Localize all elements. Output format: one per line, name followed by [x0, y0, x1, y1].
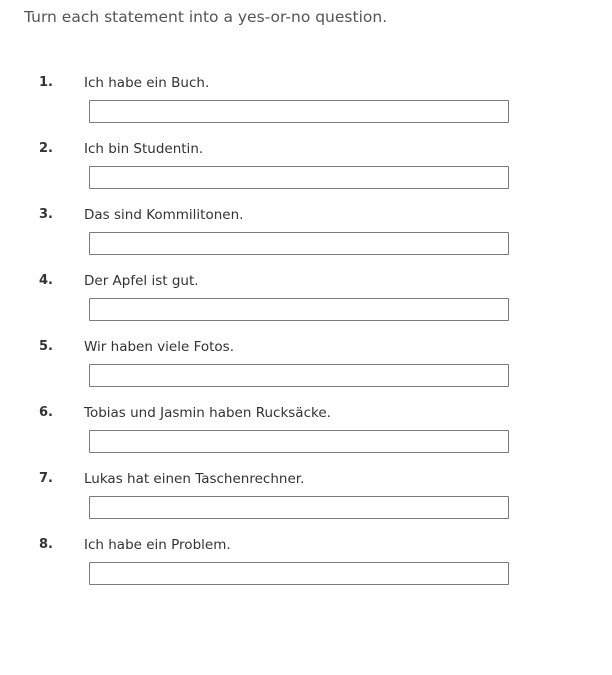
answer-input-1[interactable] — [89, 100, 509, 123]
item-number: 5. — [39, 339, 53, 354]
answer-input-4[interactable] — [89, 298, 509, 321]
instructions-text: Turn each statement into a yes-or-no question. — [24, 8, 388, 26]
answer-input-6[interactable] — [89, 430, 509, 453]
item-prompt: Lukas hat einen Taschenrechner. — [84, 471, 305, 487]
item-number: 2. — [39, 141, 53, 156]
item-number: 7. — [39, 471, 53, 486]
answer-input-2[interactable] — [89, 166, 509, 189]
item-prompt: Wir haben viele Fotos. — [84, 339, 235, 355]
item-number: 8. — [39, 537, 53, 552]
answer-input-5[interactable] — [89, 364, 509, 387]
item-prompt: Ich bin Studentin. — [84, 141, 204, 157]
answer-input-8[interactable] — [89, 562, 509, 585]
item-number: 1. — [39, 75, 53, 90]
exercise-item-2 — [0, 141, 612, 201]
item-prompt: Tobias und Jasmin haben Rucksäcke. — [84, 405, 331, 421]
exercise-item-6 — [0, 405, 612, 465]
item-number: 4. — [39, 273, 53, 288]
exercise-item-4 — [0, 273, 612, 333]
answer-input-7[interactable] — [89, 496, 509, 519]
exercise-item-5 — [0, 339, 612, 399]
exercise-item-3 — [0, 207, 612, 267]
exercise-item-7 — [0, 471, 612, 531]
item-prompt: Ich habe ein Buch. — [84, 75, 210, 91]
exercise-item-1 — [0, 75, 612, 135]
exercise-item-8 — [0, 537, 612, 597]
item-number: 3. — [39, 207, 53, 222]
answer-input-3[interactable] — [89, 232, 509, 255]
item-number: 6. — [39, 405, 53, 420]
item-prompt: Ich habe ein Problem. — [84, 537, 231, 553]
item-prompt: Der Apfel ist gut. — [84, 273, 199, 289]
item-prompt: Das sind Kommilitonen. — [84, 207, 244, 223]
